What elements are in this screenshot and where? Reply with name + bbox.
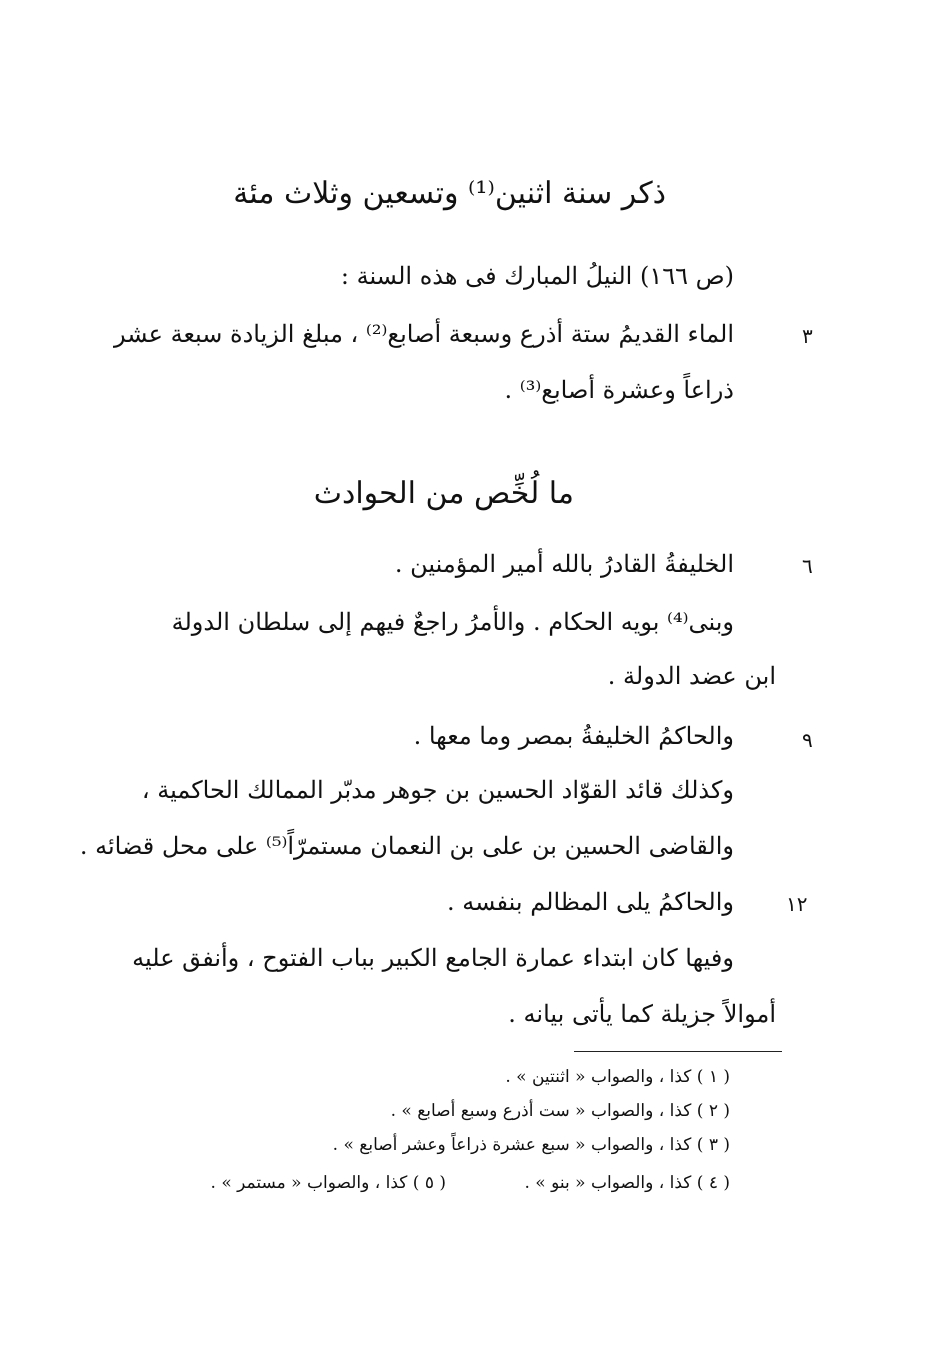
event-line-3: ابن عضد الدولة . xyxy=(607,662,776,690)
event-line-8: وفيها كان ابتداء عمارة الجامع الكبير بباب الفتوح ، وأنفق عليه xyxy=(132,944,734,972)
event-line-1: الخليفةُ القادرُ بالله أمير المؤمنين . xyxy=(394,550,734,578)
nile-line-2: ذراعاً وعشرة أصابع⁽³⁾ . xyxy=(504,376,734,404)
line-marker-9: ٩ xyxy=(802,728,813,752)
line-marker-12: ١٢ xyxy=(786,892,808,916)
line-marker-6: ٦ xyxy=(802,554,813,578)
events-heading: ما لُخِّص من الحوادث xyxy=(313,476,574,511)
event-line-6: والقاضى الحسين بن على بن النعمان مستمرّاً⁽⁵⁾ على محل قضائه . xyxy=(79,832,734,860)
footnote-5: ( ٥ ) كذا ، والصواب « مستمر » . xyxy=(210,1173,446,1193)
footnote-rule xyxy=(574,1051,782,1052)
footnote-4: ( ٤ ) كذا ، والصواب « بنو » . xyxy=(524,1173,730,1193)
footnote-1: ( ١ ) كذا ، والصواب « اثنتين » . xyxy=(505,1067,730,1087)
footnote-2: ( ٢ ) كذا ، والصواب « ست أذرع وسبع أصابع » . xyxy=(390,1101,730,1121)
event-line-2: وبنى⁽⁴⁾ بويه الحكام . والأمرُ راجعٌ فيهم إلى سلطان الدولة xyxy=(171,608,734,636)
nile-line-1: الماء القديمُ ستة أذرع وسبعة أصابع⁽²⁾ ، مبلغ الزيادة سبعة عشر xyxy=(113,320,734,348)
event-line-9: أموالاً جزيلة كما يأتى بيانه . xyxy=(508,1000,776,1028)
section-heading: ذكر سنة اثنين⁽¹⁾ وتسعين وثلاث مئة xyxy=(233,176,666,211)
nile-intro: (ص ١٦٦) النيلُ المبارك فى هذه السنة : xyxy=(340,262,734,290)
line-marker-3: ٣ xyxy=(802,324,813,348)
footnote-3: ( ٣ ) كذا ، والصواب « سبع عشرة ذراعاً وعشر أصابع » . xyxy=(332,1135,730,1155)
event-line-5: وكذلك قائد القوّاد الحسين بن جوهر مدبّر الممالك الحاكمية ، xyxy=(141,776,734,804)
event-line-4: والحاكمُ الخليفةُ بمصر وما معها . xyxy=(413,722,734,750)
event-line-7: والحاكمُ يلى المظالم بنفسه . xyxy=(446,888,734,916)
